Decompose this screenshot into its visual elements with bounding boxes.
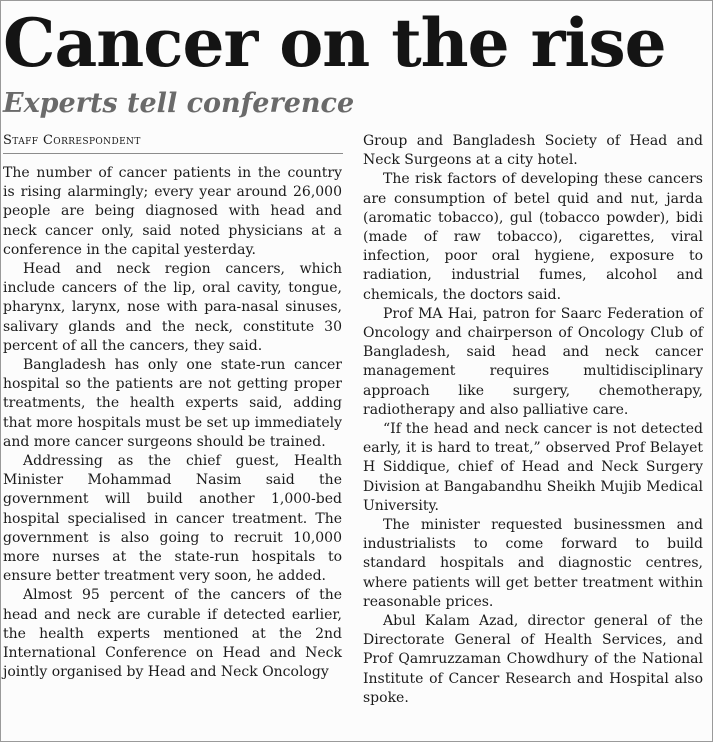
- paragraph: Bangladesh has only one state-run cancer hospital so the patients are not getting proper treatments, the health experts said, adding that more hospitals must be set up immediately and more cancer surgeons should be trained.: [3, 357, 342, 450]
- article-column-right: [363, 132, 703, 708]
- paragraph: “If the head and neck cancer is not detected early, it is hard to treat,” observed Prof Belayet H Siddique, chief of Head and Neck Surgery Division at Bangabandhu Sheikh Mujib Medical University.: [363, 421, 703, 514]
- subheadline: Experts tell conference: [3, 88, 355, 119]
- paragraph: Head and neck region cancers, which include cancers of the lip, oral cavity, tongue, pharynx, larynx, nose with para-nasal sinuses, salivary glands and the neck, constitute 30 percent of all the cancers, they said.: [3, 261, 342, 354]
- paragraph: Prof MA Hai, patron for Saarc Federation of Oncology and chairperson of Oncology Club of Bangladesh, said head and neck cancer management requires multidisciplinary approach like surgery, chemotherapy, radiotherapy and also palliative care.: [363, 305, 703, 418]
- byline-rule: [3, 153, 343, 154]
- paragraph: Addressing as the chief guest, Health Minister Mohammad Nasim said the government will build another 1,000-bed hospital specialised in cancer treatment. The government is also going to recruit 10,000 more nurses at the state-run hospitals to ensure better treatment very soon, he added.: [3, 453, 342, 585]
- paragraph: The minister requested businessmen and industrialists to come forward to build standard hospitals and diagnostic centres, where patients will get better treatment within reasonable prices.: [363, 517, 703, 610]
- paragraph: The number of cancer patients in the country is rising alarmingly; every year around 26,000 people are being diagnosed with head and neck cancer only, said noted physicians at a conference in the capital yesterday.: [3, 165, 342, 258]
- paragraph: Abul Kalam Azad, director general of the Directorate General of Health Services, and Prof Qamruzzaman Chowdhury of the National Institute of Cancer Research and Hospital also spoke.: [363, 613, 703, 706]
- headline: Cancer on the rise: [3, 4, 666, 82]
- paragraph: Group and Bangladesh Society of Head and Neck Surgeons at a city hotel.: [363, 133, 703, 169]
- paragraph: The risk factors of developing these cancers are consumption of betel quid and nut, jarda (aromatic tobacco), gul (tobacco powder), bidi (made of raw tobacco), cigarettes, viral infection, poor oral hygiene, exposure to radiation, industrial fumes, alcohol and chemicals, the doctors said.: [363, 171, 703, 303]
- paragraph: Almost 95 percent of the cancers of the head and neck are curable if detected earlier, the health experts mentioned at the 2nd International Conference on Head and Neck jointly organised by Head and Neck Oncology: [3, 587, 342, 681]
- article-column-left: [3, 164, 342, 682]
- byline: Staff Correspondent: [3, 133, 141, 148]
